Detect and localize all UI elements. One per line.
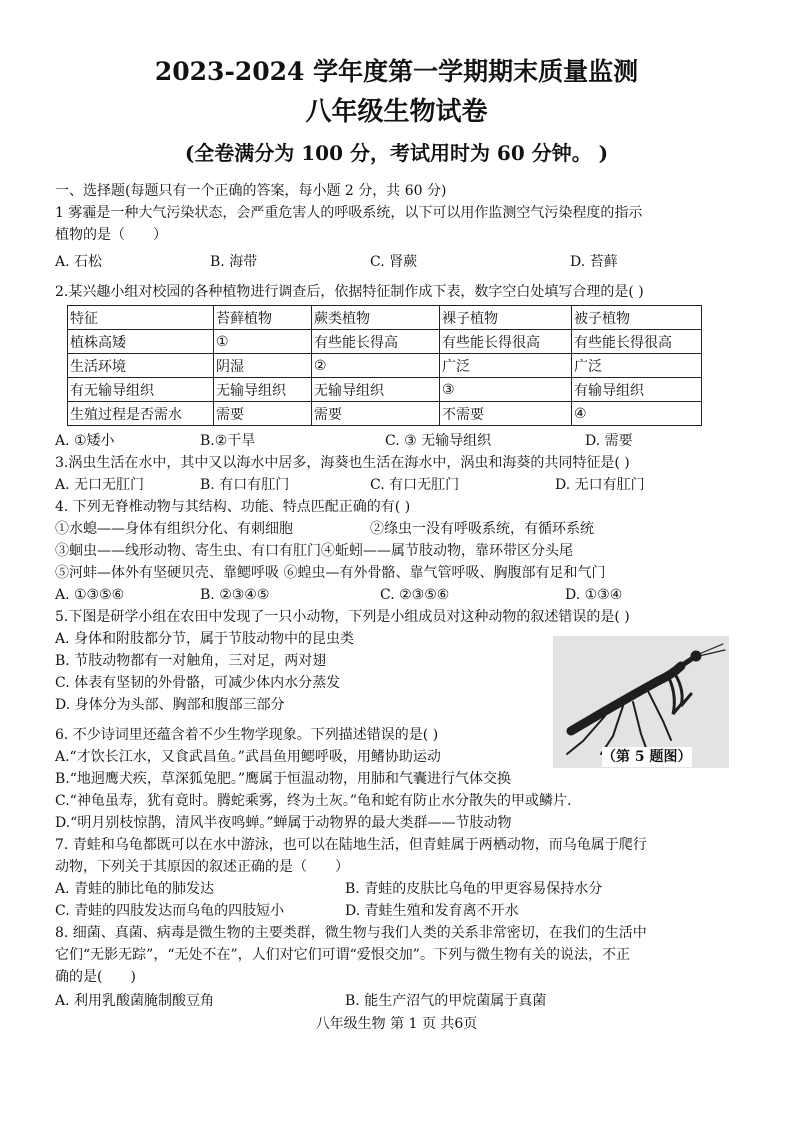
q5-option-d: D. 身体分为头部、胸部和腹部三部分: [55, 697, 285, 713]
q2-option-d: D. 需要: [585, 433, 633, 449]
table-cell: 需要: [312, 402, 440, 426]
table-cell: ②: [312, 354, 440, 378]
table-row: [68, 354, 702, 378]
table-cell: ④: [572, 402, 702, 426]
table-cell: 不需要: [440, 402, 572, 426]
q4-item-1: ①水螅——身体有组织分化、有刺细胞: [55, 521, 293, 537]
q1-stem-line1: 1 雾霾是一种大气污染状态，会严重危害人的呼吸系统，以下可以用作监测空气污染程度的指示: [55, 205, 643, 221]
table-row: [68, 330, 702, 354]
q1-option-d: D. 苔藓: [570, 254, 618, 270]
q3-option-b: B. 有口有肛门: [200, 477, 290, 493]
table-cell: 裸子植物: [440, 306, 572, 330]
q3-option-c: C. 有口无肛门: [370, 477, 460, 493]
table-cell: 生殖过程是否需水: [68, 402, 214, 426]
q7-option-d: D. 青蛙生殖和发育离不开水: [345, 903, 519, 919]
q1-option-c: C. 肾蕨: [370, 254, 418, 270]
q2-option-a: A. ①矮小: [55, 433, 115, 449]
table-cell: 有些能长得高: [312, 330, 440, 354]
table-cell: 有无输导组织: [68, 378, 214, 402]
q3-option-a: A. 无口无肛门: [55, 477, 145, 493]
table-cell: 生活环境: [68, 354, 214, 378]
table-cell: 有些能长得很高: [572, 330, 702, 354]
q1-option-a: A. 石松: [55, 254, 103, 270]
q6-option-b: B.“地迥鹰犬疾，草深狐兔肥。”鹰属于恒温动物，用肺和气囊进行气体交换: [55, 771, 512, 787]
q7-option-a: A. 青蛙的肺比龟的肺发达: [55, 881, 215, 897]
q8-option-b: B. 能生产沼气的甲烷菌属于真菌: [345, 993, 547, 1009]
q2-stem: 2.某兴趣小组对校园的各种植物进行调查后，依据特征制作成下表，数字空白处填写合理的是( ): [55, 284, 644, 300]
q6-stem: 6. 不少诗词里还蕴含着不少生物学现象。下列描述错误的是( ): [55, 727, 439, 743]
q4-option-d: D. ①③④: [565, 587, 623, 603]
q3-option-d: D. 无口有肛门: [555, 477, 645, 493]
q4-item-2: ②绦虫一没有呼吸系统，有循环系统: [370, 521, 594, 537]
table-cell: 广泛: [572, 354, 702, 378]
q5-option-a: A. 身体和附肢都分节，属于节肢动物中的昆虫类: [55, 631, 355, 647]
q8-stem-line3: 确的是( ): [55, 969, 136, 985]
q7-stem-line2: 动物，下列关于其原因的叙述正确的是（ ）: [55, 859, 349, 875]
figure-caption: （第 5 题图）: [602, 749, 692, 765]
table-cell: 无输导组织: [312, 378, 440, 402]
q5-stem: 5.下图是研学小组在农田中发现了一只小动物，下列是小组成员对这种动物的叙述错误的是( ): [55, 609, 630, 625]
q8-option-a: A. 利用乳酸菌腌制酸豆角: [55, 993, 215, 1009]
q2-option-b: B.②干旱: [200, 433, 256, 449]
table-row: [68, 306, 702, 330]
table-cell: 有输导组织: [572, 378, 702, 402]
table-row: [68, 378, 702, 402]
exam-subject: 八年级生物试卷: [305, 97, 488, 127]
q1-stem-line2: 植物的是（ ）: [55, 227, 167, 243]
table-cell: 植株高矮: [68, 330, 214, 354]
q5-option-b: B. 节肢动物都有一对触角，三对足，两对翅: [55, 653, 327, 669]
table-cell: 需要: [214, 402, 312, 426]
q4-option-b: B. ②③④⑤: [200, 587, 270, 603]
q4-option-a: A. ①③⑤⑥: [55, 587, 125, 603]
q2-table: [67, 305, 702, 426]
table-cell: 广泛: [440, 354, 572, 378]
section-heading: 一、选择题(每题只有一个正确的答案，每小题 2 分，共 60 分): [55, 183, 447, 199]
table-cell: 无输导组织: [214, 378, 312, 402]
table-cell: 有些能长得很高: [440, 330, 572, 354]
table-cell: 蕨类植物: [312, 306, 440, 330]
q6-option-d: D.“明月别枝惊鹊，清风半夜鸣蝉。”蝉属于动物界的最大类群——节肢动物: [55, 815, 512, 831]
q8-stem-line1: 8. 细菌、真菌、病毒是微生物的主要类群，微生物与我们人类的关系非常密切，在我们的生活中: [55, 925, 647, 941]
q3-stem: 3.涡虫生活在水中，其中又以海水中居多，海葵也生活在海水中，涡虫和海葵的共同特征是( ): [55, 455, 630, 471]
table-cell: 特征: [68, 306, 214, 330]
q5-option-c: C. 体表有坚韧的外骨骼，可减少体内水分蒸发: [55, 675, 341, 691]
q2-option-c: C. ③ 无输导组织: [385, 433, 492, 449]
table-cell: 苔藓植物: [214, 306, 312, 330]
exam-title: 2023-2024 学年度第一学期期末质量监测: [154, 57, 639, 86]
page-footer: 八年级生物 第 1 页 共6页: [315, 1016, 478, 1032]
q7-option-c: C. 青蛙的四肢发达而乌龟的四肢短小: [55, 903, 285, 919]
q6-option-a: A.“才饮长江水，又食武昌鱼。”武昌鱼用鳃呼吸，用鳍协助运动: [55, 749, 441, 765]
q8-stem-line2: 它们“无影无踪”，“无处不在”，人们对它们可谓“爱恨交加”。下列与微生物有关的说法，不正: [55, 947, 630, 963]
q7-option-b: B. 青蛙的皮肤比乌龟的甲更容易保持水分: [345, 881, 603, 897]
table-cell: 被子植物: [572, 306, 702, 330]
q4-items-5-6: ⑤河蚌—体外有坚硬贝壳、靠鳃呼吸 ⑥蝗虫—有外骨骼、靠气管呼吸、胸腹部有足和气门: [55, 565, 606, 581]
q4-option-c: C. ②③⑤⑥: [380, 587, 450, 603]
table-cell: 阴湿: [214, 354, 312, 378]
exam-note: (全卷满分为 100 分，考试用时为 60 分钟。 ): [184, 141, 609, 165]
q1-option-b: B. 海带: [210, 254, 258, 270]
table-row: [68, 402, 702, 426]
q4-items-3-4: ③蛔虫——线形动物、寄生虫、有口有肛门④蚯蚓——属节肢动物，靠环带区分头尾: [55, 543, 573, 559]
q4-stem: 4. 下列无脊椎动物与其结构、功能、特点匹配正确的有( ): [55, 499, 411, 515]
q7-stem-line1: 7. 青蛙和乌龟都既可以在水中游泳，也可以在陆地生活，但青蛙属于两栖动物，而乌龟属于爬行: [55, 837, 647, 853]
table-cell: ①: [214, 330, 312, 354]
q6-option-c: C.“神龟虽寿，犹有竟时。腾蛇乘雾，终为土灰。”龟和蛇有防止水分散失的甲或鳞片.: [55, 793, 572, 809]
table-cell: ③: [440, 378, 572, 402]
